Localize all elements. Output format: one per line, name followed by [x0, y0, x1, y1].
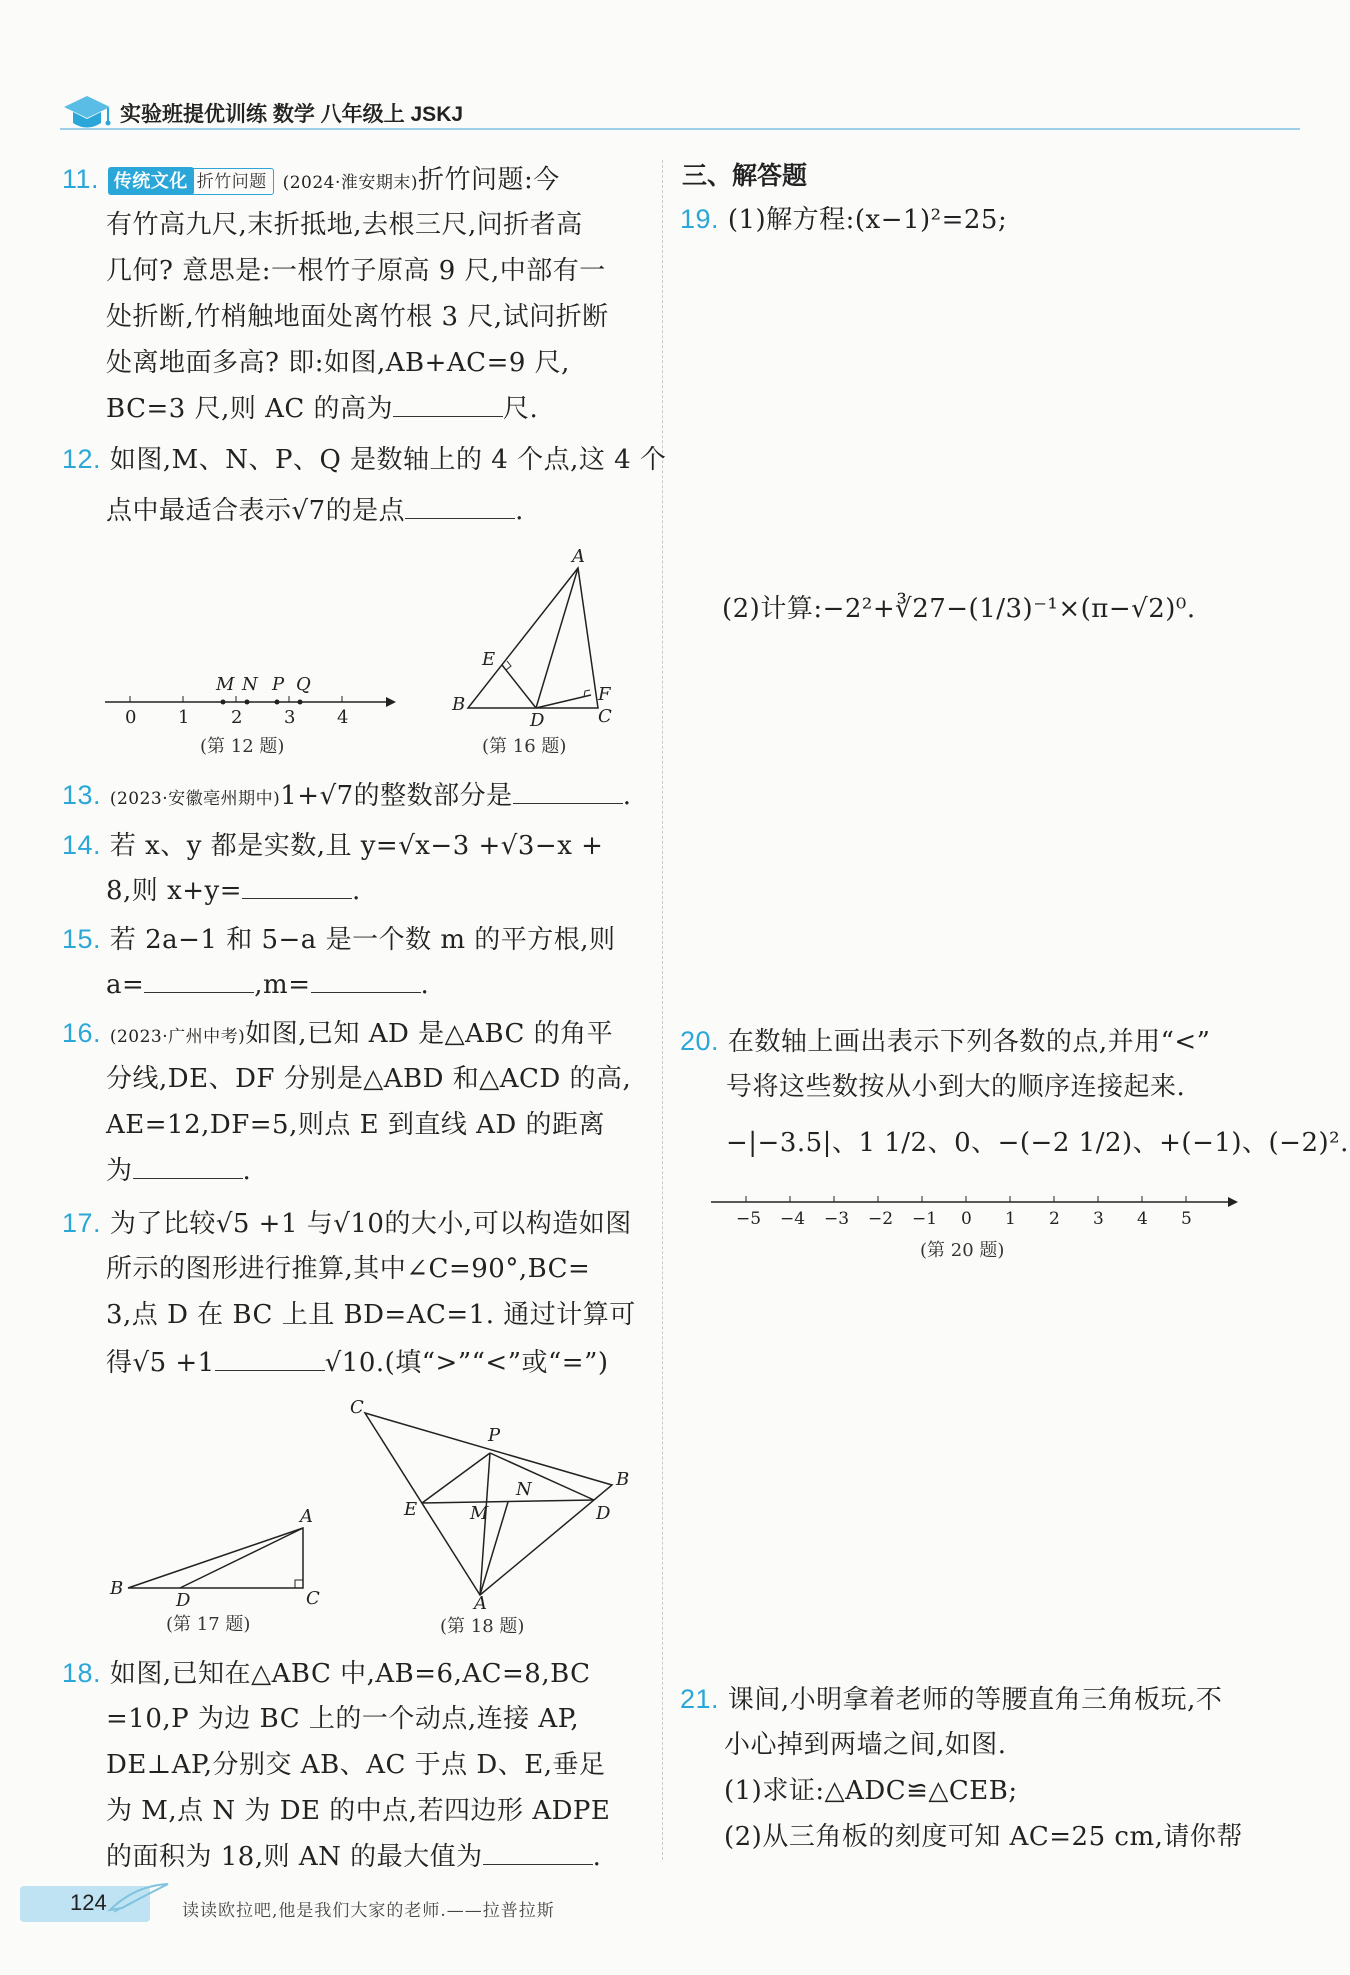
fig12-label-q: Q [296, 674, 311, 695]
q14-number: 14. [62, 830, 102, 860]
q16-answer-blank[interactable] [133, 1154, 243, 1179]
q18-text-5b: . [592, 1842, 602, 1872]
fig16-label-f: F [598, 684, 611, 705]
fig12-point-q [298, 700, 303, 705]
q16-number: 16. [62, 1018, 102, 1048]
q12-line1 [62, 436, 666, 483]
fig12-label-n: N [242, 674, 258, 695]
q17-line1 [62, 1200, 632, 1247]
q20-tick-label: −2 [868, 1209, 894, 1229]
q11-line4: 处折断,竹梢触地面处离竹根 3 尺,试问折断 [106, 302, 609, 332]
section-title: 三、解答题 [682, 162, 808, 190]
q13-line1 [62, 772, 631, 822]
q12-answer-blank[interactable] [405, 494, 515, 519]
q20-tick-label: 4 [1137, 1209, 1148, 1229]
fig12-tick-4: 4 [337, 707, 349, 728]
q16-line4 [106, 1148, 251, 1194]
fig16-triangle-diagram [448, 540, 648, 730]
fig18-label-e: E [404, 1499, 418, 1520]
q20-text-1: 在数轴上画出表示下列各数的点,并用“<” [727, 1027, 1211, 1057]
q20-line2: 号将这些数按从小到大的顺序连接起来. [726, 1072, 1186, 1102]
fig18-label-a: A [474, 1593, 487, 1610]
q15-answer-blank-a[interactable] [144, 968, 254, 993]
q11-line5: 处离地面多高? 即:如图,AB+AC=9 尺, [106, 348, 570, 378]
q11-text-6a: BC=3 尺,则 AC 的高为 [106, 394, 394, 424]
fig17-right-triangle [108, 1500, 328, 1610]
fig17-caption: (第 17 题) [166, 1614, 251, 1635]
q16-text-4b: . [242, 1156, 252, 1186]
q20-number: 20. [680, 1026, 720, 1056]
fig16-label-c: C [598, 706, 612, 727]
fig18-label-b: B [616, 1469, 630, 1490]
graduation-cap-icon [62, 92, 112, 138]
q20-tick-label: 3 [1093, 1209, 1104, 1229]
q11-line6 [106, 386, 538, 432]
q19-part1 [680, 196, 1007, 243]
q15-text-2c: . [420, 970, 430, 1000]
fig18-label-c: C [350, 1397, 364, 1418]
fig12-number-line [100, 665, 410, 735]
fig18-label-d: D [596, 1503, 611, 1524]
fig12-point-m [221, 700, 226, 705]
q11-text-1: 折竹问题:今 [418, 165, 560, 195]
q21-number: 21. [680, 1684, 720, 1714]
header-divider [60, 128, 1300, 130]
q16-source: (2023·广州中考) [109, 1027, 246, 1047]
q16-line3: AE=12,DF=5,则点 E 到直线 AD 的距离 [106, 1110, 606, 1140]
q20-tick-label: 2 [1049, 1209, 1060, 1229]
q19-part1-answer-space[interactable] [720, 250, 1280, 550]
q18-answer-blank[interactable] [483, 1840, 593, 1865]
fig12-label-p: P [272, 674, 285, 695]
q11-line2: 有竹高九尺,末折抵地,去根三尺,问折者高 [106, 210, 583, 240]
q15-line1 [62, 916, 616, 963]
q16-line1 [62, 1010, 613, 1060]
q12-text-2a: 点中最适合表示√7的是点 [106, 496, 406, 526]
fig16-label-a: A [572, 546, 585, 567]
q21-line1 [680, 1676, 1222, 1723]
q13-answer-blank[interactable] [513, 779, 623, 804]
q12-text-1: 如图,M、N、P、Q 是数轴上的 4 个点,这 4 个 [109, 445, 667, 475]
fig12-label-m: M [216, 674, 235, 695]
q13-number: 13. [62, 780, 102, 810]
q19-part2: (2)计算:−2²+∛27−(1/3)⁻¹×(π−√2)⁰. [722, 594, 1196, 624]
fig18-triangle-diagram [340, 1395, 640, 1610]
q12-number: 12. [62, 444, 102, 474]
q17-text-4a: 得√5 +1 [106, 1348, 215, 1378]
q17-text-1: 为了比较√5 +1 与√10的大小,可以构造如图 [109, 1209, 632, 1239]
q15-text-2b: ,m= [254, 970, 311, 1000]
q18-line5 [106, 1834, 601, 1880]
q11-line1 [62, 156, 560, 206]
q17-text-4b: √10.(填“>”“<”或“=”) [324, 1348, 609, 1378]
q17-line3: 3,点 D 在 BC 上且 BD=AC=1. 通过计算可 [106, 1300, 636, 1330]
q15-text-2a: a= [106, 970, 145, 1000]
fig16-label-b: B [452, 694, 466, 715]
q18-text-5a: 的面积为 18,则 AN 的最大值为 [106, 1842, 483, 1872]
q13-end: . [622, 781, 632, 811]
q18-text-1: 如图,已知在△ABC 中,AB=6,AC=8,BC [109, 1659, 591, 1689]
q11-tag-topic: 折竹问题 [190, 168, 274, 195]
page-number: 124 [70, 1890, 107, 1915]
q15-text-1: 若 2a−1 和 5−a 是一个数 m 的平方根,则 [109, 925, 616, 955]
q12-line2 [106, 488, 524, 534]
q11-tag-culture: 传统文化 [108, 167, 194, 195]
q16-text-1: 如图,已知 AD 是△ABC 的角平 [245, 1019, 614, 1049]
q21-line3: (1)求证:△ADC≌△CEB; [724, 1776, 1018, 1806]
q18-line4: 为 M,点 N 为 DE 的中点,若四边形 ADPE [106, 1796, 611, 1826]
q20-tick-label: −5 [736, 1209, 762, 1229]
header-title: 实验班提优训练 数学 八年级上 JSKJ [120, 103, 464, 126]
q20-line1 [680, 1018, 1210, 1065]
q17-line2: 所示的图形进行推算,其中∠C=90°,BC= [106, 1254, 591, 1284]
fig12-tick-1: 1 [178, 707, 190, 728]
q20-caption: (第 20 题) [920, 1240, 1005, 1261]
q18-number: 18. [62, 1658, 102, 1688]
fig12-ticks [130, 696, 342, 702]
fig12-tick-3: 3 [284, 707, 296, 728]
q17-line4 [106, 1340, 609, 1386]
q20-tick-label: 5 [1181, 1209, 1192, 1229]
q11-number: 11. [62, 164, 100, 194]
q20-tick-label: 1 [1005, 1209, 1016, 1229]
q12-text-2b: . [515, 496, 524, 526]
fig12-point-n [245, 700, 250, 705]
fig12-tick-2: 2 [231, 707, 243, 728]
fig16-caption: (第 16 题) [482, 736, 567, 757]
fig18-caption: (第 18 题) [440, 1616, 525, 1637]
q17-number: 17. [62, 1208, 102, 1238]
q15-line2 [106, 962, 429, 1008]
q18-line1 [62, 1650, 591, 1697]
q14-text-1: 若 x、y 都是实数,且 y=√x−3 +√3−x + [109, 831, 604, 861]
q14-answer-blank[interactable] [242, 874, 352, 899]
q14-line1 [62, 822, 603, 869]
q16-line2: 分线,DE、DF 分别是△ABD 和△ACD 的高, [106, 1064, 632, 1094]
footer-quote: 读读欧拉吧,他是我们大家的老师.——拉普拉斯 [182, 1901, 555, 1921]
q21-text-1: 课间,小明拿着老师的等腰直角三角板玩,不 [727, 1685, 1223, 1715]
q18-line3: DE⊥AP,分别交 AB、AC 于点 D、E,垂足 [106, 1750, 606, 1780]
q16-text-4a: 为 [106, 1156, 133, 1186]
fig17-label-b: B [110, 1578, 124, 1599]
q20-line3: −|−3.5|、1 1/2、0、−(−2 1/2)、+(−1)、(−2)². [726, 1128, 1349, 1158]
q21-line2: 小心掉到两墙之间,如图. [724, 1730, 1007, 1760]
q13-source: (2023·安徽亳州期中) [109, 789, 281, 809]
fig17-label-a: A [300, 1506, 313, 1527]
q21-line4: (2)从三角板的刻度可知 AC=25 cm,请你帮 [724, 1822, 1243, 1852]
q19-number: 19. [680, 204, 720, 234]
q20-tick-label: −3 [824, 1209, 850, 1229]
q20-ticks [736, 1196, 1192, 1229]
q20-tick-label: −4 [780, 1209, 806, 1229]
fig17-label-c: C [306, 1588, 320, 1609]
q17-answer-blank[interactable] [215, 1346, 325, 1371]
q15-answer-blank-m[interactable] [311, 968, 421, 993]
fig18-label-n: N [516, 1479, 532, 1500]
fig12-point-p [275, 700, 280, 705]
fig16-label-d: D [530, 710, 545, 730]
q18-line2: =10,P 为边 BC 上的一个动点,连接 AP, [106, 1704, 580, 1734]
q11-line3: 几何? 意思是:一根竹子原高 9 尺,中部有一 [106, 256, 606, 286]
q19-part2-answer-space[interactable] [720, 650, 1280, 1010]
q15-number: 15. [62, 924, 102, 954]
q11-answer-blank[interactable] [393, 392, 503, 417]
q20-tick-label: 0 [961, 1209, 972, 1229]
fig18-label-m: M [470, 1503, 489, 1524]
q20-tick-label: −1 [912, 1209, 938, 1229]
quill-icon [104, 1878, 174, 1918]
fig12-caption: (第 12 题) [200, 736, 285, 757]
q14-line2 [106, 868, 361, 914]
q20-number-line [706, 1186, 1246, 1236]
q11-source: (2024·淮安期末) [282, 173, 418, 193]
q19-text-1: (1)解方程:(x−1)²=25; [727, 205, 1008, 235]
fig16-label-e: E [482, 649, 496, 670]
column-divider [662, 160, 663, 1860]
fig18-label-p: P [488, 1425, 501, 1446]
q13-text-1: 1+√7的整数部分是 [280, 781, 513, 811]
q11-text-6b: 尺. [503, 394, 539, 424]
fig12-tick-0: 0 [125, 707, 137, 728]
fig17-label-d: D [176, 1590, 191, 1610]
q14-text-2a: 8,则 x+y= [106, 876, 242, 906]
q14-text-2b: . [352, 876, 361, 906]
